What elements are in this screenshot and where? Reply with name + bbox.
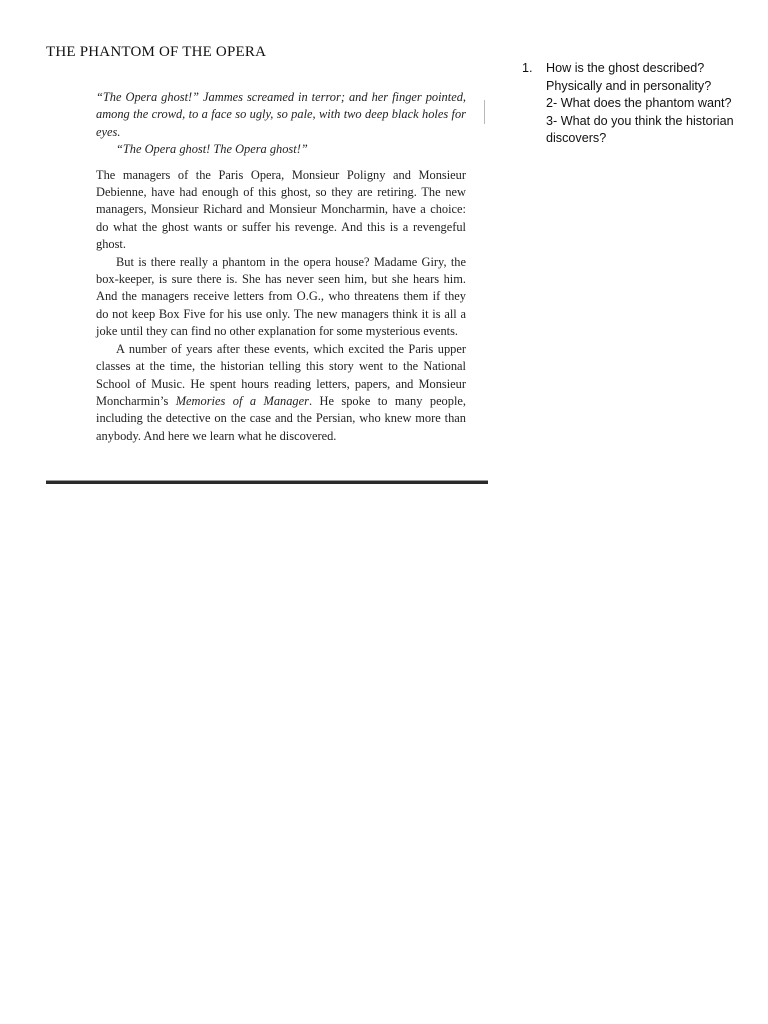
excerpt-paragraph-1: The managers of the Paris Opera, Monsieur Poligny and Monsieur Debienne, have had enough of this ghost, so they are retiring. The new managers, Monsieur Richard and Monsieur Moncharmin, have a choice: do what the ghost wants or suffer his revenge. And this is a revengeful ghost. — [96, 167, 466, 252]
excerpt-quote: “The Opera ghost!” Jammes screamed in terror; and her finger pointed, among the crowd, to a face so ugly, so pale, with two deep black holes for eyes. — [96, 90, 466, 139]
scan-edge-mark — [484, 100, 485, 124]
excerpt-paragraph-3-end: . He spoke to many people, including the detective on the case and the Persian, who knew more than anybody. And here we learn what he discovered. — [96, 393, 466, 443]
excerpt-paragraph-3-start: A number of years after these events, which excited the Paris upper classes at the time, the historian telling this story went to the National School of Music. He spent hours reading letters, papers, and Monsieur Moncharmin’s — [96, 341, 466, 408]
excerpt-paragraph-3 — [96, 341, 466, 445]
question-1-text: How is the ghost described? — [546, 61, 705, 75]
question-1-number: 1. — [522, 61, 533, 75]
question-list — [522, 60, 744, 148]
question-1-continuation: Physically and in personality? — [546, 78, 712, 93]
scan-bottom-rule — [46, 481, 488, 484]
question-2: 2- What does the phantom want? — [546, 96, 732, 111]
question-1 — [522, 60, 744, 78]
question-3: 3- What do you think the historian discovers? — [546, 113, 734, 146]
book-title: Memories of a Manager — [175, 393, 309, 408]
excerpt-paragraph-2: But is there really a phantom in the opera house? Madame Giry, the box-keeper, is sure there is. She has never seen him, but she hears him. And the managers receive letters from O.G., who threatens them if they do not keep Box Five for his use only. The new managers think it is all a joke until they can find no other explanation for some mysterious events. — [96, 254, 466, 339]
excerpt-body — [96, 89, 466, 445]
scanned-excerpt — [46, 76, 488, 484]
page-title: THE PHANTOM OF THE OPERA — [46, 44, 267, 60]
excerpt-quote-repeat: “The Opera ghost! The Opera ghost!” — [116, 142, 308, 157]
